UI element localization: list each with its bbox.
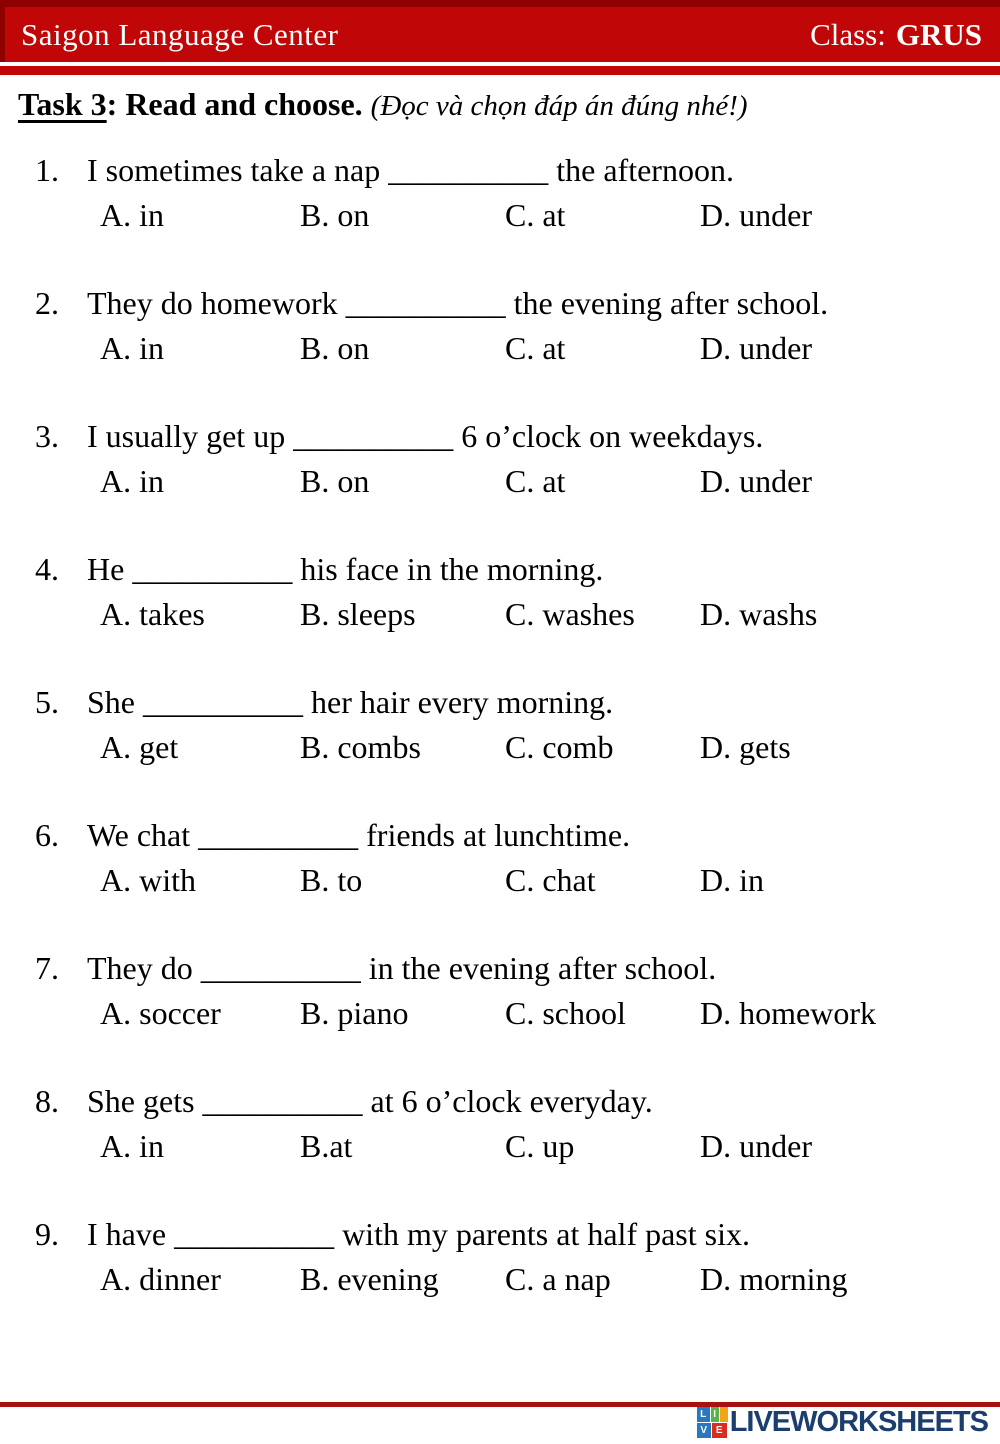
question-5-option-a[interactable]: A. get bbox=[100, 729, 179, 765]
question-1-option-a[interactable]: A. in bbox=[100, 197, 164, 233]
question-2-option-d[interactable]: D. under bbox=[700, 330, 812, 366]
liveworksheets-wordmark: LIVEWORKSHEETS bbox=[729, 1406, 988, 1438]
liveworksheets-logo[interactable] bbox=[697, 1406, 988, 1439]
question-8-option-a[interactable]: A. in bbox=[100, 1128, 164, 1164]
icon-tile-v: V bbox=[697, 1423, 711, 1438]
question-6-option-d[interactable]: D. in bbox=[700, 862, 764, 898]
question-2-option-a[interactable]: A. in bbox=[100, 330, 164, 366]
question-5-option-d[interactable]: D. gets bbox=[700, 729, 791, 765]
question-list bbox=[35, 148, 985, 1345]
header-band bbox=[0, 0, 1000, 62]
question-7-options bbox=[100, 991, 985, 1036]
question-1-option-c[interactable]: C. at bbox=[505, 197, 566, 233]
question-5 bbox=[35, 680, 985, 770]
question-1-number: 1. bbox=[35, 152, 59, 188]
question-3-option-c[interactable]: C. at bbox=[505, 463, 566, 499]
question-2-option-b[interactable]: B. on bbox=[300, 330, 370, 366]
question-5-option-b[interactable]: B. combs bbox=[300, 729, 421, 765]
question-5-option-c[interactable]: C. comb bbox=[505, 729, 614, 765]
question-4-option-d[interactable]: D. washs bbox=[700, 596, 818, 632]
question-6-number: 6. bbox=[35, 817, 59, 853]
question-7-option-b[interactable]: B. piano bbox=[300, 995, 409, 1031]
question-2 bbox=[35, 281, 985, 371]
task-instruction: : Read and choose. bbox=[106, 86, 363, 122]
icon-tile-l: L bbox=[697, 1407, 710, 1422]
task-note: (Đọc và chọn đáp án đúng nhé!) bbox=[370, 90, 748, 122]
question-3-option-d[interactable]: D. under bbox=[700, 463, 812, 499]
question-4-option-c[interactable]: C. washes bbox=[505, 596, 635, 632]
question-9-option-d[interactable]: D. morning bbox=[700, 1261, 848, 1297]
question-6-options bbox=[100, 858, 985, 903]
task-label: Task 3 bbox=[18, 86, 107, 122]
question-1-options bbox=[100, 193, 985, 238]
question-3-option-b[interactable]: B. on bbox=[300, 463, 370, 499]
question-6 bbox=[35, 813, 985, 903]
icon-tile-accent bbox=[720, 1407, 728, 1422]
question-4-options bbox=[100, 592, 985, 637]
question-7-option-d[interactable]: D. homework bbox=[700, 995, 876, 1031]
question-1 bbox=[35, 148, 985, 238]
question-9-options bbox=[100, 1257, 985, 1302]
question-4-option-a[interactable]: A. takes bbox=[100, 596, 205, 632]
question-1-option-b[interactable]: B. on bbox=[300, 197, 370, 233]
question-6-option-b[interactable]: B. to bbox=[300, 862, 363, 898]
question-7-text: They do __________ in the evening after school. bbox=[87, 950, 717, 986]
question-2-text: They do homework __________ the evening after school. bbox=[87, 285, 829, 321]
task-title bbox=[18, 82, 748, 128]
question-1-option-d[interactable]: D. under bbox=[700, 197, 812, 233]
question-3 bbox=[35, 414, 985, 504]
question-1-text: I sometimes take a nap __________ the afternoon. bbox=[87, 152, 734, 188]
question-2-number: 2. bbox=[35, 285, 59, 321]
question-4-option-b[interactable]: B. sleeps bbox=[300, 596, 416, 632]
question-9-text: I have __________ with my parents at half past six. bbox=[87, 1216, 750, 1252]
question-2-options bbox=[100, 326, 985, 371]
question-2-option-c[interactable]: C. at bbox=[505, 330, 566, 366]
question-5-text: She __________ her hair every morning. bbox=[87, 684, 614, 720]
question-8-options bbox=[100, 1124, 985, 1169]
class-info bbox=[810, 17, 982, 53]
question-8 bbox=[35, 1079, 985, 1169]
header-stripe bbox=[0, 66, 1000, 75]
question-8-text: She gets __________ at 6 o’clock everyday. bbox=[87, 1083, 653, 1119]
class-value: GRUS bbox=[895, 16, 982, 52]
question-7-number: 7. bbox=[35, 950, 59, 986]
question-7-option-c[interactable]: C. school bbox=[505, 995, 626, 1031]
question-3-option-a[interactable]: A. in bbox=[100, 463, 164, 499]
icon-tile-e: E bbox=[712, 1423, 727, 1438]
question-4-number: 4. bbox=[35, 551, 59, 587]
question-3-options bbox=[100, 459, 985, 504]
question-3-number: 3. bbox=[35, 418, 59, 454]
question-6-option-c[interactable]: C. chat bbox=[505, 862, 596, 898]
question-6-option-a[interactable]: A. with bbox=[100, 862, 196, 898]
question-7 bbox=[35, 946, 985, 1036]
question-9-option-c[interactable]: C. a nap bbox=[505, 1261, 611, 1297]
question-5-number: 5. bbox=[35, 684, 59, 720]
question-9-option-a[interactable]: A. dinner bbox=[100, 1261, 221, 1297]
question-9 bbox=[35, 1212, 985, 1302]
class-label: Class: bbox=[810, 16, 886, 52]
school-name: Saigon Language Center bbox=[21, 16, 339, 52]
question-9-number: 9. bbox=[35, 1216, 59, 1252]
question-8-number: 8. bbox=[35, 1083, 59, 1119]
question-5-options bbox=[100, 725, 985, 770]
question-3-text: I usually get up __________ 6 o’clock on weekdays. bbox=[87, 418, 764, 454]
icon-tile-i: I bbox=[711, 1407, 719, 1422]
question-4-text: He __________ his face in the morning. bbox=[87, 551, 604, 587]
liveworksheets-icon bbox=[697, 1407, 728, 1438]
question-8-option-b[interactable]: B.at bbox=[300, 1128, 353, 1164]
question-4 bbox=[35, 547, 985, 637]
question-7-option-a[interactable]: A. soccer bbox=[100, 995, 221, 1031]
question-8-option-c[interactable]: C. up bbox=[505, 1128, 575, 1164]
question-8-option-d[interactable]: D. under bbox=[700, 1128, 812, 1164]
question-9-option-b[interactable]: B. evening bbox=[300, 1261, 439, 1297]
question-6-text: We chat __________ friends at lunchtime. bbox=[87, 817, 631, 853]
